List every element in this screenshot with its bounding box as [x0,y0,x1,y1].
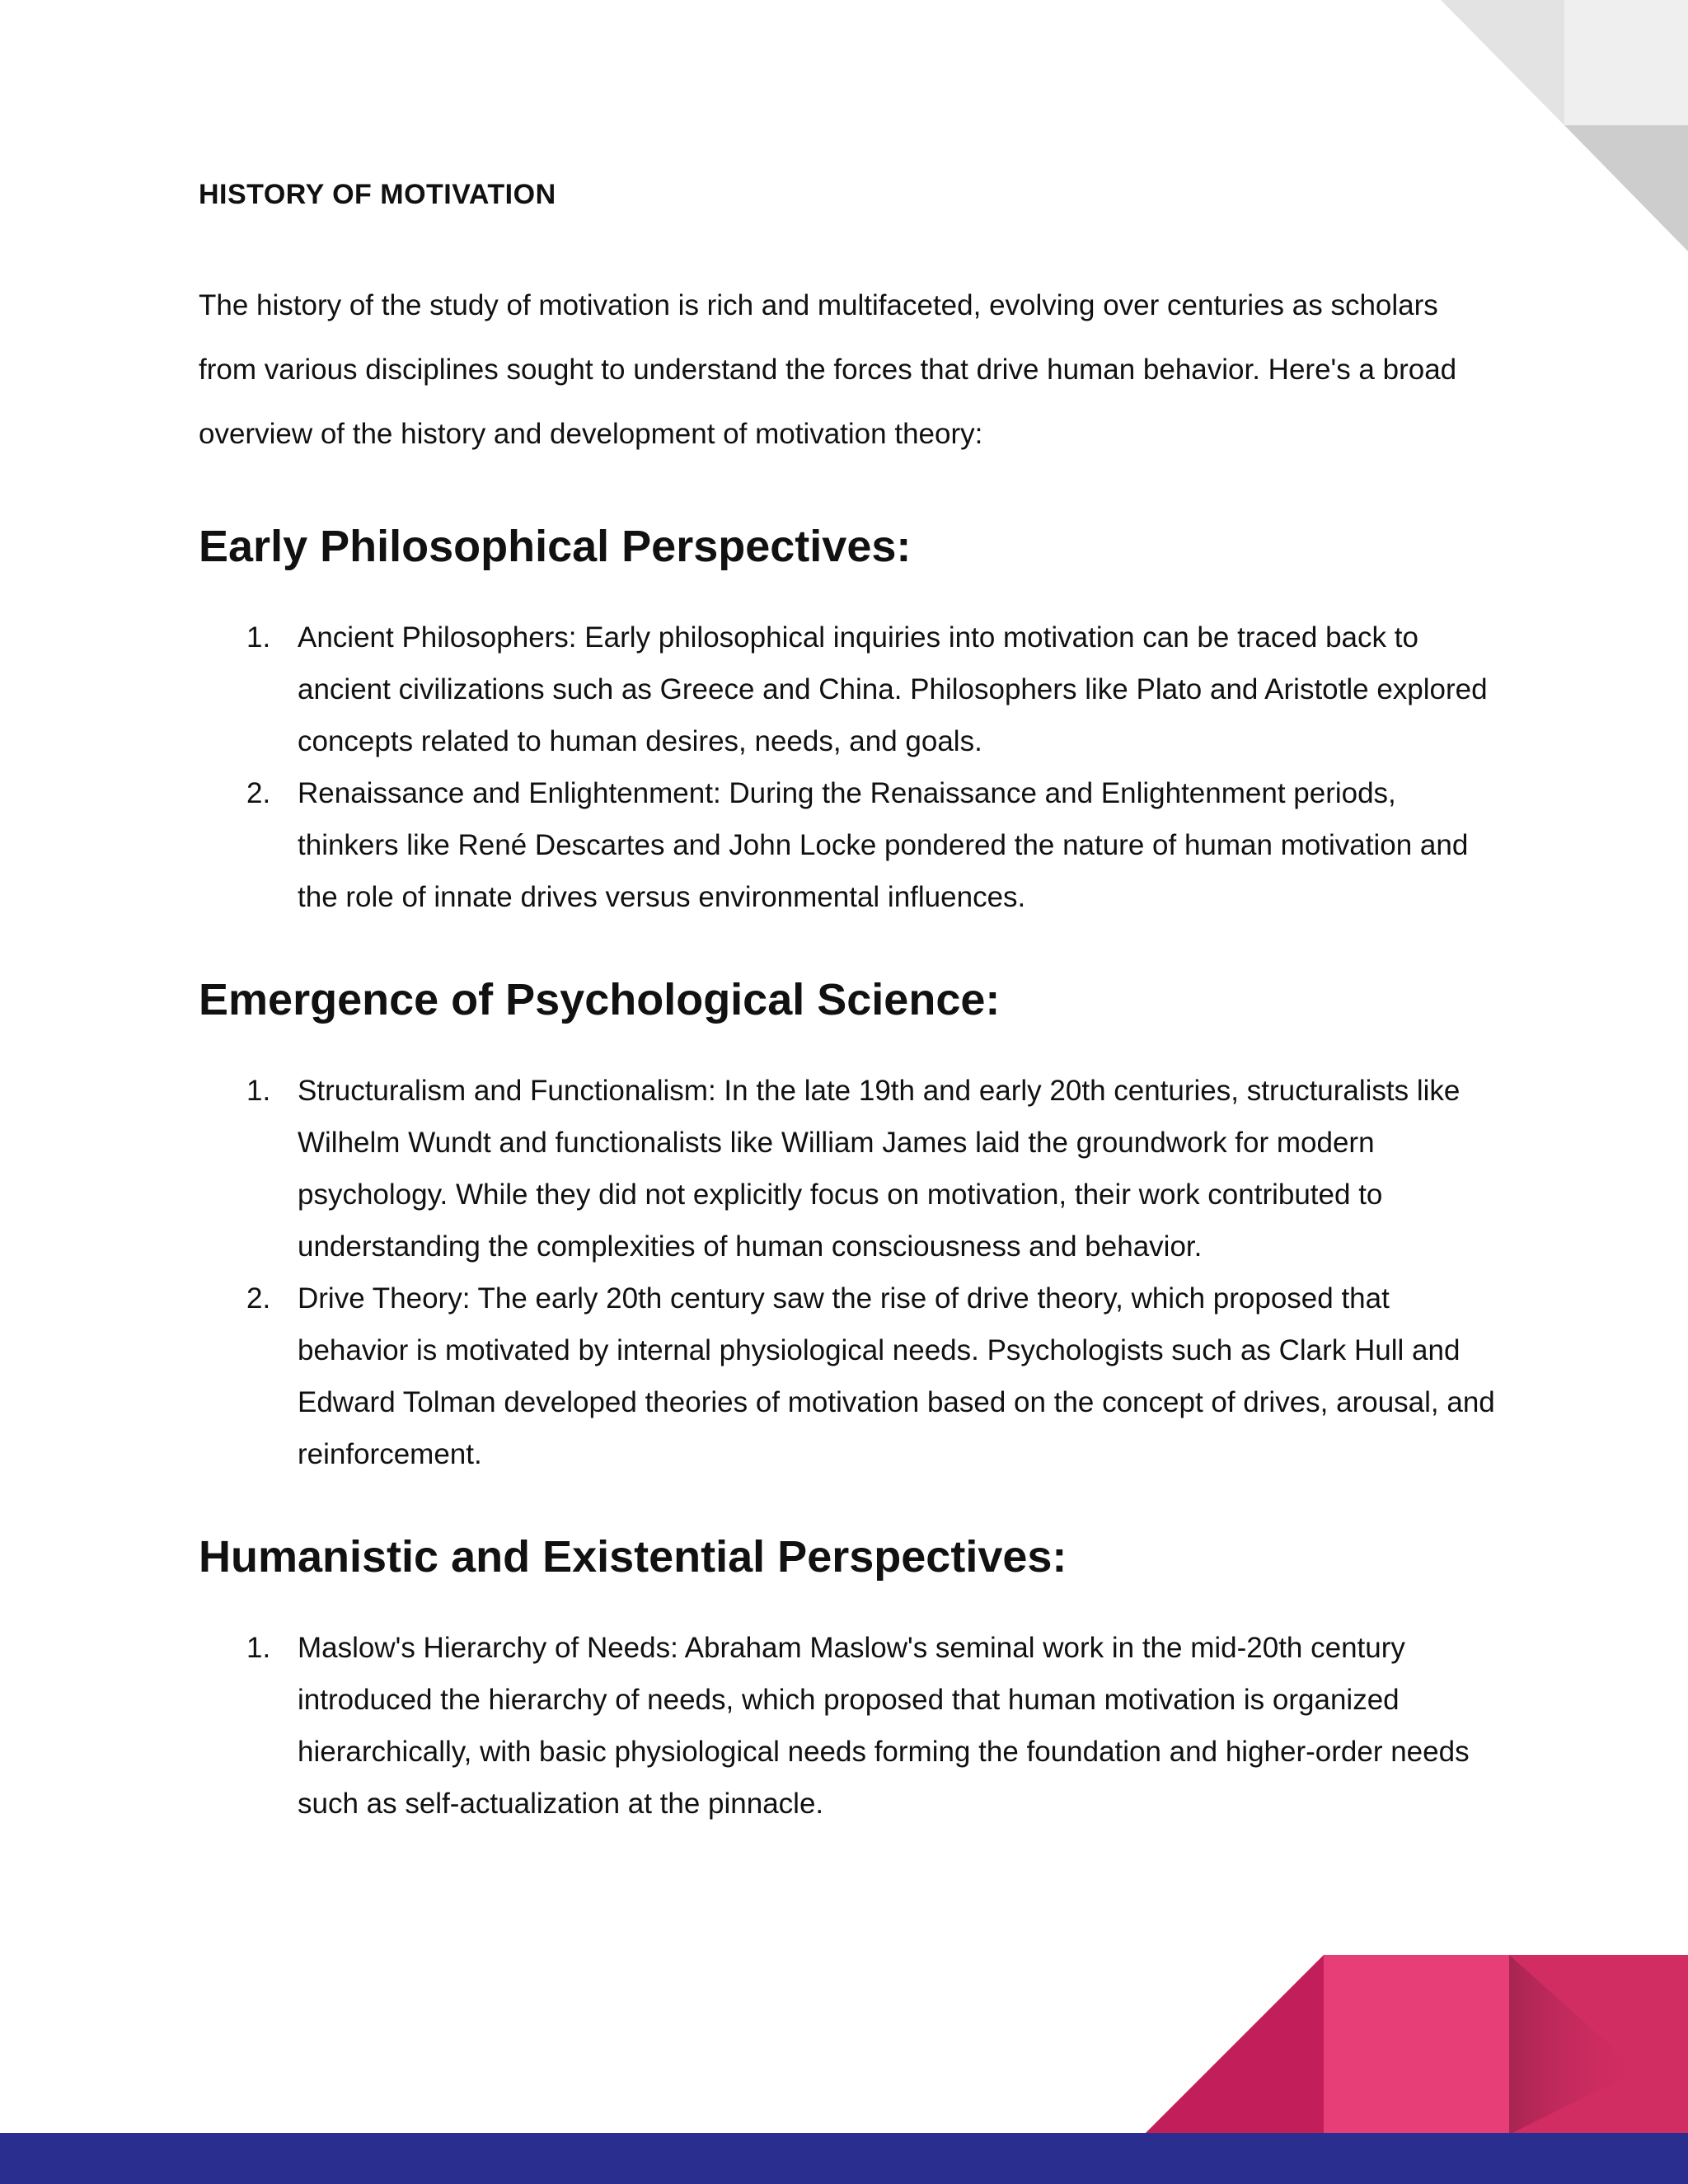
section-list [199,1622,1501,1830]
list-item [199,612,1501,767]
intro-paragraph: The history of the study of motivation is rich and multifaceted, evolving over centuries as scholars from various disciplines sought to understand the forces that drive human behavior. Here's a broad overview of the history and development of motivation theory: [199,289,1457,450]
section-heading: Early Philosophical Perspectives: [199,522,912,571]
list-item [199,1065,1501,1272]
section-list [199,1065,1501,1480]
list-item-text: Ancient Philosophers: Early philosophical inquiries into motivation can be traced back to ancient civilizations such as Greece and China. Philosophers like Plato and Aristotle explored concepts related to human desires, needs, and goals. [298,621,1488,757]
list-number: 1. [246,621,271,654]
section-heading: Humanistic and Existential Perspectives: [199,1532,1067,1582]
list-item [199,1272,1501,1480]
list-item [199,767,1501,923]
list-item [199,1622,1501,1830]
list-item-text: Maslow's Hierarchy of Needs: Abraham Maslow's seminal work in the mid-20th century introduced the hierarchy of needs, which proposed that human motivation is organized hierarchically, with basic physiological needs forming the foundation and higher-order needs such as self-actualization at the pinnacle. [298,1632,1470,1820]
list-number: 2. [246,1282,271,1315]
list-number: 1. [246,1075,271,1107]
footer-bar [0,2133,1688,2184]
section-list [199,612,1501,923]
corner-ribbon-decoration [1144,1955,1688,2135]
list-item-text: Drive Theory: The early 20th century saw the rise of drive theory, which proposed that behavior is motivated by internal physiological needs. Psychologists such as Clark Hull and Edward Tolman developed theories of motivation based on the concept of drives, arousal, and reinforcement. [298,1282,1495,1470]
list-item-text: Structuralism and Functionalism: In the late 19th and early 20th centuries, structuralists like Wilhelm Wundt and functionalists like William James laid the groundwork for modern psychology. While they did not explicitly focus on motivation, their work contributed to understanding the complexities of human consciousness and behavior. [298,1075,1461,1263]
document-title: HISTORY OF MOTIVATION [199,179,556,210]
section-heading: Emergence of Psychological Science: [199,975,1001,1024]
list-number: 1. [246,1632,271,1664]
list-item-text: Renaissance and Enlightenment: During the Renaissance and Enlightenment periods, thinkers like René Descartes and John Locke pondered the nature of human motivation and the role of innate drives versus environmental influences. [298,777,1469,913]
list-number: 2. [246,777,271,809]
document-content [199,173,1501,1877]
